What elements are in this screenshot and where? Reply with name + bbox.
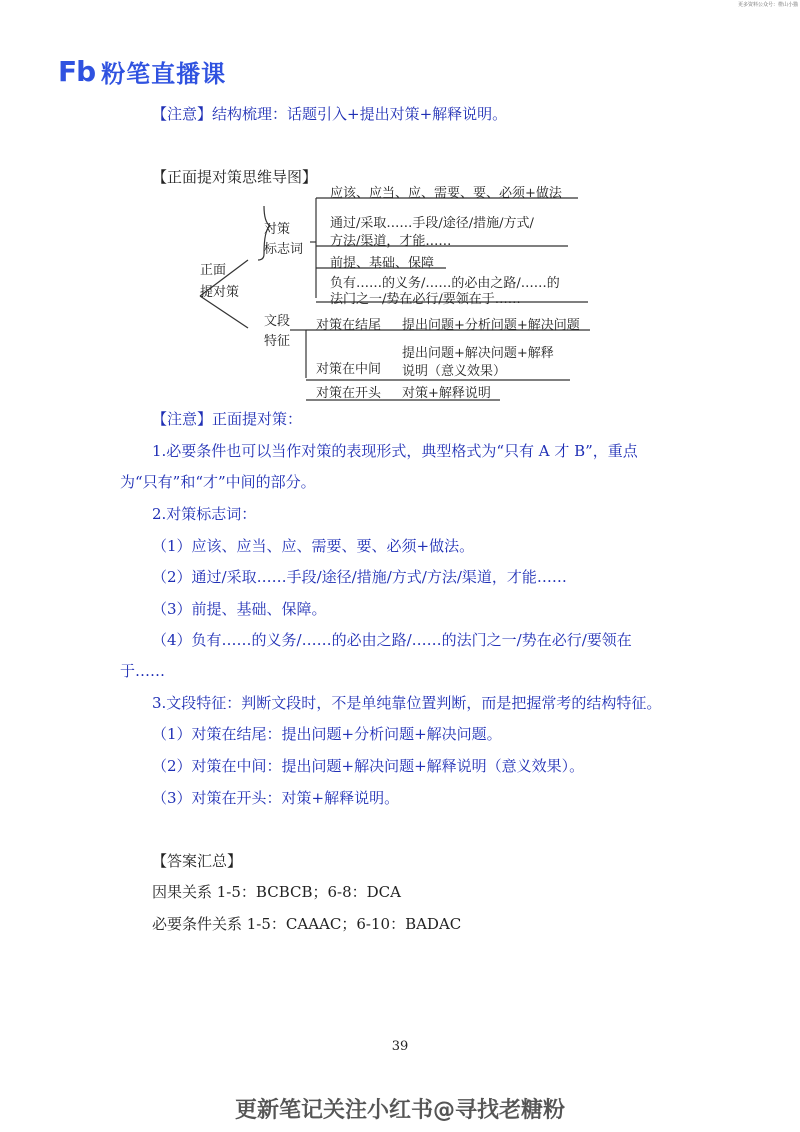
answers-line-2: 必要条件关系 1-5：CAAAC；6-10：BADAC <box>152 915 462 933</box>
mm-branch2 <box>264 312 290 352</box>
brand-logo <box>58 54 226 89</box>
mm-b1-item4a: 负有……的义务/……的必由之路/……的 <box>330 276 560 291</box>
mm-b1-item4b: 法门之一/势在必行/要领在于…… <box>330 292 521 307</box>
mm-root <box>200 260 239 304</box>
mm-b1-item1: 应该、应当、应、需要、要、必须+做法 <box>330 186 562 201</box>
body-line-12: （2）对策在中间：提出问题+解决问题+解释说明（意义效果）。 <box>152 757 585 775</box>
mm-branch1-line2: 标志词 <box>264 242 304 257</box>
answers-line-1: 因果关系 1-5：BCBCB；6-8：DCA <box>152 883 401 901</box>
mm-branch2-line1: 文段 <box>264 314 291 329</box>
structure-note: 【注意】结构梳理：话题引入+提出对策+解释说明。 <box>152 105 508 123</box>
body-line-1: 【注意】正面提对策： <box>152 410 303 428</box>
mindmap-title: 【正面提对策思维导图】 <box>152 168 318 186</box>
body-line-7: （3）前提、基础、保障。 <box>152 600 327 618</box>
mm-b1-item2b: 方法/渠道，才能…… <box>330 234 452 249</box>
mm-branch2-line2: 特征 <box>264 334 291 349</box>
body-line-3: 为“只有”和“才”中间的部分。 <box>120 473 316 491</box>
answers-title: 【答案汇总】 <box>152 852 243 870</box>
top-right-note: 更多资料公众号：橙山小猫 <box>738 2 799 8</box>
logo-text: 粉笔直播课 <box>101 60 227 88</box>
mm-b2-item2-label: 对策在中间 <box>316 362 382 377</box>
mm-root-line2: 提对策 <box>200 285 240 300</box>
body-line-8: （4）负有……的义务/……的必由之路/……的法门之一/势在必行/要领在 <box>152 631 632 649</box>
body-line-11: （1）对策在结尾：提出问题+分析问题+解决问题。 <box>152 725 502 743</box>
body-line-10: 3.文段特征：判断文段时，不是单纯靠位置判断，而是把握常考的结构特征。 <box>152 694 662 712</box>
mm-root-line1: 正面 <box>200 263 227 278</box>
page-number: 39 <box>391 1039 409 1054</box>
mm-b2-item1-text: 提出问题+分析问题+解决问题 <box>402 318 580 333</box>
body-line-13: （3）对策在开头：对策+解释说明。 <box>152 789 400 807</box>
body-line-4: 2.对策标志词： <box>152 505 257 523</box>
body-line-5: （1）应该、应当、应、需要、要、必须+做法。 <box>152 537 475 555</box>
footer-watermark: 更新笔记关注小红书@寻找老糖粉 <box>234 1098 565 1123</box>
mm-b2-item1-label: 对策在结尾 <box>316 318 382 333</box>
mm-b2-item2-text1: 提出问题+解决问题+解释 <box>402 346 554 361</box>
body-line-6: （2）通过/采取……手段/途径/措施/方式/方法/渠道，才能…… <box>152 568 567 586</box>
body-line-2: 1.必要条件也可以当作对策的表现形式，典型格式为“只有 A 才 B”，重点 <box>152 442 638 460</box>
mm-b2-item3-text: 对策+解释说明 <box>402 386 491 401</box>
logo-mark: Fb <box>58 55 96 88</box>
mm-b2-item3-label: 对策在开头 <box>316 386 382 401</box>
mm-b1-item2a: 通过/采取……手段/途径/措施/方式/ <box>330 216 534 231</box>
mm-branch1-line1: 对策 <box>264 222 291 237</box>
mm-branch1 <box>264 220 303 260</box>
body-line-9: 于…… <box>120 662 166 680</box>
mm-b2-item2-text2: 说明（意义效果） <box>402 364 507 379</box>
mm-b1-item3: 前提、基础、保障 <box>330 256 435 271</box>
